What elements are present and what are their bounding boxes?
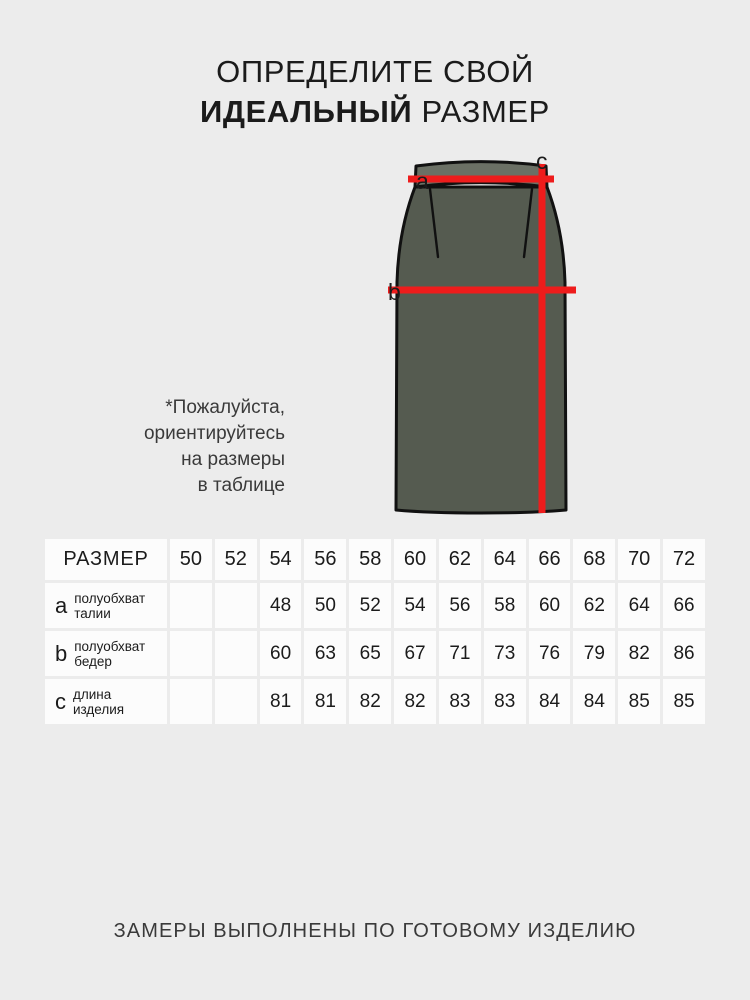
row-label-line-1: полуобхват (74, 638, 146, 654)
measurement-cell: 66 (663, 583, 705, 628)
measurement-cell: 50 (304, 583, 346, 628)
measurement-cell: 83 (484, 679, 526, 724)
title-line-2-rest: РАЗМЕР (412, 94, 550, 129)
note-line-1: *Пожалуйста, (165, 397, 285, 418)
size-header-cell: 64 (484, 539, 526, 580)
skirt-diagram (370, 140, 630, 530)
skirt-waistband (415, 162, 547, 188)
table-row (45, 583, 705, 628)
measurement-cell: 84 (529, 679, 571, 724)
table-header-label: РАЗМЕР (45, 539, 167, 580)
row-header-content (55, 591, 167, 621)
measurement-cell: 73 (484, 631, 526, 676)
measurement-cell: 64 (618, 583, 660, 628)
measurement-cell: 58 (484, 583, 526, 628)
measurement-cell (215, 631, 257, 676)
row-letter: b (55, 640, 68, 666)
measurement-cell: 79 (573, 631, 615, 676)
footer-note: ЗАМЕРЫ ВЫПОЛНЕНЫ ПО ГОТОВОМУ ИЗДЕЛИЮ (113, 920, 637, 942)
measurement-cell: 82 (618, 631, 660, 676)
size-header-cell: 70 (618, 539, 660, 580)
table-row (45, 631, 705, 676)
note-line-4: в таблице (197, 475, 285, 496)
measurement-cell: 81 (260, 679, 302, 724)
measurement-cell (170, 583, 212, 628)
size-table (42, 536, 708, 727)
measurement-cell (170, 631, 212, 676)
measurement-note (60, 395, 285, 499)
measurement-cell: 81 (304, 679, 346, 724)
skirt-illustration-svg (370, 140, 630, 530)
measure-label-a: a (416, 168, 429, 194)
measurement-row-header (45, 583, 167, 628)
size-header-cell: 60 (394, 539, 436, 580)
measurement-cell: 76 (529, 631, 571, 676)
measurement-cell: 56 (439, 583, 481, 628)
size-header-cell: 52 (215, 539, 257, 580)
title-line-1: ОПРЕДЕЛИТЕ СВОЙ (216, 54, 534, 89)
measurement-cell: 82 (394, 679, 436, 724)
size-header-cell: 56 (304, 539, 346, 580)
size-header-cell: 66 (529, 539, 571, 580)
measurement-cell: 85 (618, 679, 660, 724)
measure-label-b: b (388, 279, 401, 305)
measurement-cell: 82 (349, 679, 391, 724)
measurement-cell: 84 (573, 679, 615, 724)
measurement-cell: 63 (304, 631, 346, 676)
row-header-content (55, 687, 167, 717)
measurement-cell: 65 (349, 631, 391, 676)
row-label-line-1: полуобхват (74, 590, 146, 606)
row-letter: c (55, 688, 66, 714)
size-header-cell: 72 (663, 539, 705, 580)
row-label (74, 639, 145, 669)
measurement-cell (170, 679, 212, 724)
measurement-cell: 60 (529, 583, 571, 628)
size-header-cell: 54 (260, 539, 302, 580)
measurement-cell (215, 679, 257, 724)
size-header-cell: 58 (349, 539, 391, 580)
table-header-row (45, 539, 705, 580)
measurement-cell: 52 (349, 583, 391, 628)
row-label (73, 687, 124, 717)
note-line-3: на размеры (181, 449, 285, 470)
row-label (74, 591, 145, 621)
measurement-cell: 67 (394, 631, 436, 676)
measurement-row-header (45, 679, 167, 724)
measurement-cell: 48 (260, 583, 302, 628)
row-header-content (55, 639, 167, 669)
measurement-cell: 86 (663, 631, 705, 676)
measurement-cell: 62 (573, 583, 615, 628)
title-line-2 (0, 92, 750, 132)
note-line-2: ориентируйтесь (143, 423, 285, 444)
title-emphasis: ИДЕАЛЬНЫЙ (200, 94, 413, 129)
measurement-cell: 85 (663, 679, 705, 724)
measurement-cell: 83 (439, 679, 481, 724)
row-label-line-2: бедер (74, 653, 112, 669)
row-label-line-2: изделия (73, 701, 125, 717)
table-row (45, 679, 705, 724)
page-title (0, 52, 750, 132)
measurement-row-header (45, 631, 167, 676)
measurement-cell: 71 (439, 631, 481, 676)
size-table-body (45, 539, 705, 724)
row-label-line-1: длина (73, 686, 112, 702)
row-label-line-2: талии (74, 605, 111, 621)
measurement-cell: 60 (260, 631, 302, 676)
row-letter: a (55, 592, 68, 618)
measurement-cell (215, 583, 257, 628)
size-header-cell: 62 (439, 539, 481, 580)
measure-label-c: c (536, 148, 548, 174)
measurement-cell: 54 (394, 583, 436, 628)
size-header-cell: 50 (170, 539, 212, 580)
size-header-cell: 68 (573, 539, 615, 580)
